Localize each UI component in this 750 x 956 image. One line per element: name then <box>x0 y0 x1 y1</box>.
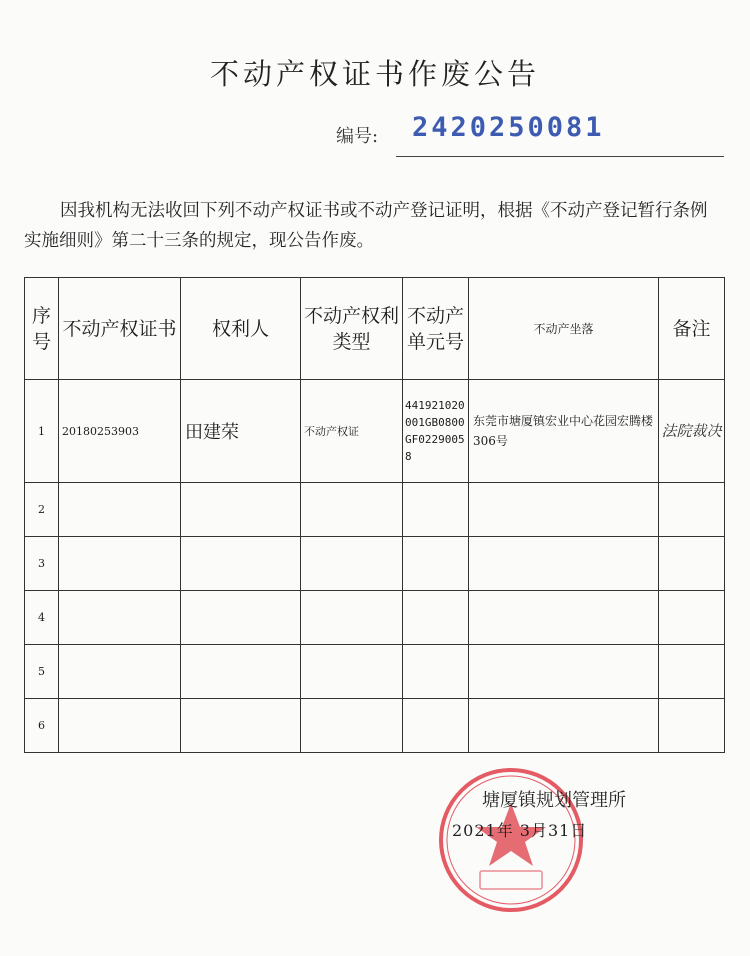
row-unit-no: 441921020001GB0800GF02290058 <box>403 380 469 483</box>
page-title: 不动产权证书作废公告 <box>209 57 540 91</box>
header-holder: 权利人 <box>181 278 301 380</box>
code-underline <box>396 156 724 157</box>
row-index: 6 <box>25 699 59 753</box>
row-cert-no: 20180253903 <box>59 380 181 483</box>
row-index: 2 <box>25 483 59 537</box>
header-location: 不动产坐落 <box>469 278 659 380</box>
table-row <box>25 483 725 537</box>
row-holder: 田建荣 <box>181 380 301 483</box>
row-right-type: 不动产权证 <box>301 380 403 483</box>
code-label: 编号: <box>336 126 379 147</box>
header-index: 序号 <box>25 278 59 380</box>
table-row <box>25 645 725 699</box>
code-value: 2420250081 <box>412 112 605 143</box>
table-row <box>25 591 725 645</box>
table-row <box>25 699 725 753</box>
table-row <box>25 537 725 591</box>
row-index: 4 <box>25 591 59 645</box>
row-index: 1 <box>25 380 59 483</box>
header-note: 备注 <box>659 278 725 380</box>
row-index: 5 <box>25 645 59 699</box>
issue-date: 2021年 3月31日 <box>452 821 588 840</box>
header-unit-no: 不动产单元号 <box>403 278 469 380</box>
row-index: 3 <box>25 537 59 591</box>
header-right-type: 不动产权利类型 <box>301 278 403 380</box>
header-cert: 不动产权证书 <box>59 278 181 380</box>
row-note: 法院裁决 <box>659 380 725 483</box>
table-header-row <box>25 278 725 380</box>
issuing-office: 塘厦镇规划管理所 <box>482 790 626 811</box>
void-certificate-table <box>24 277 725 753</box>
intro-paragraph: 因我机构无法收回下列不动产权证书或不动产登记证明，根据《不动产登记暂行条例实施细则》第二十三条的规定，现公告作废。 <box>24 201 708 251</box>
row-location: 东莞市塘厦镇宏业中心花园宏腾楼306号 <box>469 380 659 483</box>
table-row <box>25 380 725 483</box>
